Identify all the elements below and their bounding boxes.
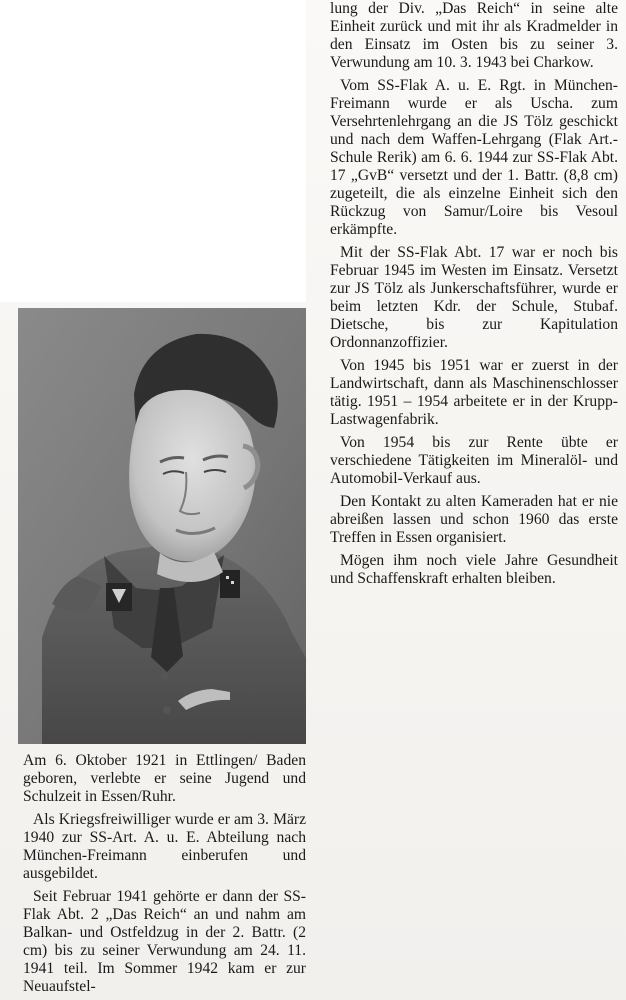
paragraph-left-3: Seit Februar 1941 gehörte er dann der SS-Flak Abt. 2 „Das Reich“ an und nahm am Balkan- und Ostfeldzug in der 2. Battr. (2 cm) bis zu seiner Verwundung am 24. 11. 1941 teil. Im Sommer 1942 kam er zur Neuaufstel-: [23, 888, 306, 995]
right-collar-patch: [220, 570, 240, 598]
paragraph-left-2: Als Kriegsfreiwilliger wurde er am 3. März 1940 zur SS-Art. A. u. E. Abteilung nach München-Freimann einberufen und ausgebildet.: [23, 811, 306, 882]
rank-pip-icon: [231, 581, 234, 584]
paragraph-right-3: Mit der SS-Flak Abt. 17 war er noch bis Februar 1945 im Westen im Einsatz. Versetzt zur JS Tölz als Junkerschaftsführer, wurde er beim letzten Kdr. der Schule, Stubaf. Dietsche, bis zur Kapitulation Ordonnanzoffizier.: [330, 244, 618, 351]
portrait-illustration: [18, 308, 306, 744]
paragraph-left-1: Am 6. Oktober 1921 in Ettlingen/ Baden geboren, verlebte er seine Jugend und Schulzeit in Essen/Ruhr.: [23, 752, 306, 805]
paragraph-right-4: Von 1945 bis 1951 war er zuerst in der Landwirtschaft, dann als Maschinenschlosser tätig. 1951 – 1954 arbeitete er in der Krupp-Lastwagenfabrik.: [330, 357, 618, 428]
paragraph-right-2: Vom SS-Flak A. u. E. Rgt. in München-Freimann wurde er als Uscha. zum Versehrtenlehrgang an die JS Tölz geschickt und nach dem Waffen-Lehrgang (Flak Art.-Schule Rerik) am 6. 6. 1944 zur SS-Flak Abt. 17 „GvB“ versetzt und der 1. Battr. (8,8 cm) zugeteilt, die als einzelne Einheit sich den Rückzug von Samur/Loire bis Vesoul erkämpfte.: [330, 77, 618, 238]
jacket-button: [161, 672, 169, 680]
paragraph-right-7: Mögen ihm noch viele Jahre Gesundheit und Schaffenskraft erhalten bleiben.: [330, 552, 618, 587]
rank-pip-icon: [226, 576, 229, 579]
portrait-photo: [18, 308, 306, 744]
blank-area: [0, 0, 306, 302]
jacket-button: [163, 706, 171, 714]
paragraph-right-5: Von 1954 bis zur Rente übte er verschiedene Tätigkeiten im Mineralöl- und Automobil-Verkauf aus.: [330, 434, 618, 487]
right-column-text: [330, 0, 618, 690]
paragraph-right-1: lung der Div. „Das Reich“ in seine alte Einheit zurück und mit ihr als Kradmelder in den Einsatz im Osten bis zu seiner 3. Verwundung am 10. 3. 1943 bei Charkow.: [330, 0, 618, 71]
paragraph-right-6: Den Kontakt zu alten Kameraden hat er nie abreißen lassen und schon 1960 das erste Treffen in Essen organisiert.: [330, 493, 618, 546]
left-column-text: [23, 752, 306, 996]
